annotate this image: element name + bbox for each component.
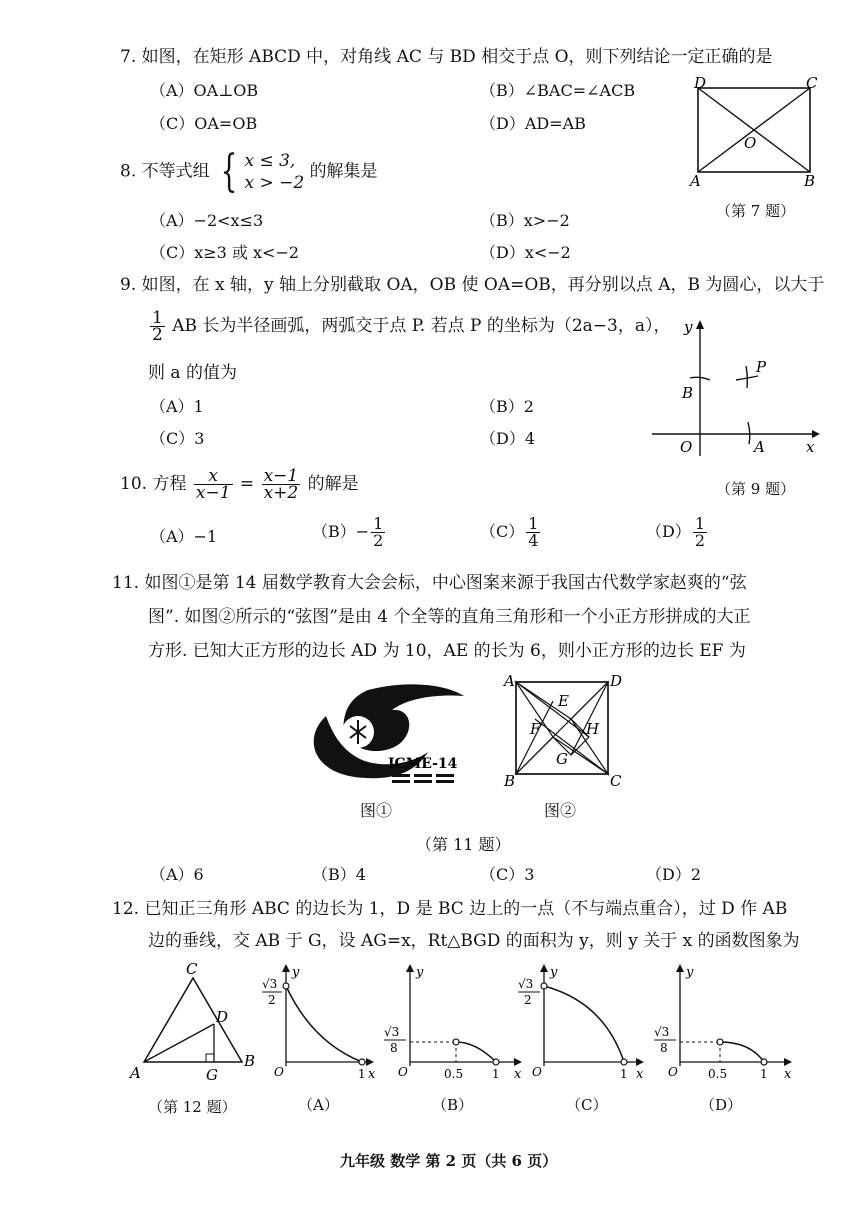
- q12a-x: x: [368, 1067, 376, 1082]
- q7-stem: 如图，在矩形 ABCD 中，对角线 AC 与 BD 相交于点 O，则下列结论一定正确的是: [141, 47, 773, 67]
- q10-option-b-frac: [371, 516, 385, 549]
- q9-option-a: （A）1: [150, 397, 204, 416]
- q11-label-b: B: [504, 772, 516, 790]
- q10-option-d-label: （D）: [646, 522, 691, 541]
- q10-number: 10.: [120, 474, 148, 494]
- q9-label-y: y: [684, 318, 693, 336]
- q7-figure-rectangle: [682, 76, 832, 194]
- q10-option-d-num: 1: [694, 514, 706, 533]
- q12-graph-c-caption: （C）: [566, 1096, 608, 1114]
- q11-line1: 11. 如图①是第 14 届数学教育大会会标，中心图案来源于我国古代数学家赵爽的“弦: [112, 573, 747, 593]
- q12-label-g: G: [206, 1066, 218, 1084]
- q12c-y: y: [550, 965, 558, 980]
- q12-label-c: C: [186, 960, 198, 978]
- q8-line1: x ≤ 3,: [244, 151, 296, 171]
- q12c-two: 2: [524, 993, 532, 1007]
- q11-fig2-caption: 图②: [544, 801, 577, 820]
- q12d-one: 1: [760, 1067, 768, 1081]
- q12b-half: 0.5: [444, 1067, 464, 1081]
- q7-option-d: （D）AD=AB: [480, 114, 586, 133]
- q10-option-d: [646, 516, 709, 549]
- q10-f2-den: x+2: [263, 483, 299, 503]
- q9-stem3: 则 a 的值为: [148, 363, 237, 383]
- q9-frac-num: 1: [152, 308, 163, 328]
- q7-option-a: （A）OA⊥OB: [150, 81, 259, 100]
- q11-label-e: E: [558, 692, 569, 710]
- q9-figure-axes: [648, 316, 828, 466]
- q11-option-b: （B）4: [312, 865, 366, 884]
- q9-stem1: 如图，在 x 轴，y 轴上分别截取 OA，OB 使 OA=OB，再分别以点 A，B 为圆心，以大于: [141, 275, 825, 295]
- q12b-sqrt3: √3: [384, 1025, 400, 1039]
- q12-graph-c: [514, 962, 650, 1082]
- q7-label-b: B: [804, 172, 816, 190]
- q7-label-o: O: [744, 134, 757, 152]
- q8-stem-row: [120, 146, 378, 197]
- q10-option-a: （A）−1: [150, 527, 218, 546]
- q11-logo-text: ICME-14: [388, 756, 458, 772]
- q11-caption: （第 11 题）: [416, 835, 511, 854]
- q12-graph-b: [380, 962, 530, 1082]
- q12-line2: 边的垂线，交 AB 于 G，设 AG=x，Rt△BGD 的面积为 y，则 y 关于 x 的函数图象为: [148, 931, 800, 951]
- q11-label-a: A: [504, 672, 515, 690]
- q12a-two: 2: [268, 993, 276, 1007]
- q11-label-g: G: [556, 750, 568, 768]
- q11-fig1-caption: 图①: [360, 801, 393, 820]
- q8-brace: {: [220, 146, 238, 197]
- q10-option-b-den: 2: [373, 531, 384, 550]
- q12-label-a: A: [130, 1064, 141, 1082]
- q12d-half: 0.5: [708, 1067, 728, 1081]
- q12d-y: y: [686, 965, 694, 980]
- q10-option-c-num: 1: [528, 514, 539, 533]
- q12d-sqrt3: √3: [654, 1025, 670, 1039]
- q10-post: 的解是: [307, 474, 359, 494]
- q9-label-a: A: [754, 438, 765, 456]
- q10-f1-den: x−1: [195, 483, 231, 503]
- q8-system: [244, 150, 304, 194]
- q12-graph-b-caption: （B）: [432, 1096, 474, 1114]
- q10-option-d-frac: [693, 516, 707, 549]
- q12b-o: O: [398, 1065, 408, 1079]
- q10-f1-num: x: [194, 468, 233, 485]
- q12b-one: 1: [492, 1067, 500, 1081]
- q10-option-c: [480, 516, 542, 549]
- q8-stem-pre: 不等式组: [141, 161, 210, 182]
- q10-fraction-right: [262, 468, 301, 501]
- q11-option-a: （A）6: [150, 865, 204, 884]
- q12-label-d: D: [216, 1008, 229, 1026]
- q12-figure-triangle: [128, 960, 264, 1084]
- q7-stem-row: [120, 46, 773, 68]
- q9-number: 9.: [120, 275, 137, 295]
- page-footer: 九年级 数学 第 2 页（共 6 页）: [340, 1152, 558, 1170]
- q11-line2: 图”. 如图②所示的“弦图”是由 4 个全等的直角三角形和一个小正方形拼成的大正: [148, 607, 751, 627]
- q11-figure-string-diagram: [500, 670, 630, 790]
- q10-option-b: [312, 516, 387, 549]
- q12c-o: O: [532, 1065, 542, 1079]
- q11-option-d: （D）2: [646, 865, 702, 884]
- q7-option-b: （B）∠BAC=∠ACB: [480, 81, 636, 100]
- q10-option-c-label: （C）: [480, 522, 525, 541]
- q9-label-p: P: [756, 358, 767, 376]
- q12d-eight: 8: [660, 1041, 668, 1055]
- q11-icme-logo: [296, 676, 472, 786]
- q12a-y: y: [292, 965, 300, 980]
- q8-line2: x > −2: [244, 173, 305, 193]
- q7-number: 7.: [120, 47, 137, 67]
- q12b-eight: 8: [390, 1041, 398, 1055]
- q11-label-f: F: [530, 720, 541, 738]
- q9-label-b: B: [682, 384, 694, 402]
- q9-caption: （第 9 题）: [716, 480, 796, 498]
- q9-stem-row1: [120, 274, 824, 296]
- q7-caption: （第 7 题）: [716, 202, 796, 220]
- q10-option-c-frac: [526, 516, 540, 549]
- q11-option-c: （C）3: [480, 865, 535, 884]
- q8-option-a: （A）−2<x≤3: [150, 211, 264, 230]
- q12-label-b: B: [244, 1052, 256, 1070]
- q8-option-b: （B）x>−2: [480, 211, 570, 230]
- q12c-sqrt3: √3: [518, 977, 534, 991]
- q9-fraction: [150, 310, 165, 343]
- q12d-o: O: [668, 1065, 678, 1079]
- q12-caption: （第 12 题）: [148, 1098, 237, 1116]
- q9-label-x: x: [806, 438, 815, 456]
- q10-stem-row: [120, 468, 359, 501]
- q9-option-b: （B）2: [480, 397, 534, 416]
- q8-stem-post: 的解集是: [309, 161, 378, 182]
- q12b-y: y: [416, 965, 424, 980]
- q12b-x: x: [514, 1067, 522, 1082]
- q7-label-c: C: [806, 76, 818, 92]
- q12d-x: x: [784, 1067, 792, 1082]
- q12c-one: 1: [620, 1067, 628, 1081]
- q11-label-c: C: [610, 772, 622, 790]
- q9-option-d: （D）4: [480, 429, 536, 448]
- q11-label-h: H: [586, 720, 600, 738]
- q12-graph-a: [252, 962, 378, 1082]
- q7-label-a: A: [690, 172, 701, 190]
- q12-graph-d: [650, 962, 800, 1082]
- q9-label-o: O: [680, 438, 693, 456]
- q12-line1: 12. 已知正三角形 ABC 的边长为 1，D 是 BC 边上的一点（不与端点重合），过 D 作 AB: [112, 899, 788, 919]
- q12-graph-d-caption: （D）: [700, 1096, 743, 1114]
- q9-frac-den: 2: [152, 325, 163, 345]
- q9-stem2: AB 长为半径画弧，两弧交于点 P. 若点 P 的坐标为（2a−3，a），: [172, 316, 671, 336]
- q9-option-c: （C）3: [150, 429, 205, 448]
- q10-equals: =: [239, 474, 255, 494]
- q7-label-d: D: [694, 76, 707, 92]
- q12a-o: O: [274, 1065, 284, 1079]
- q11-line3: 方形. 已知大正方形的边长 AD 为 10，AE 的长为 6，则小正方形的边长 EF 为: [148, 641, 746, 661]
- q12-graph-a-caption: （A）: [298, 1096, 339, 1114]
- q10-option-b-num: 1: [373, 514, 384, 533]
- q12a-sqrt3: √3: [262, 977, 278, 991]
- q10-pre: 方程: [152, 474, 187, 494]
- q10-option-b-label: （B）−: [312, 522, 370, 541]
- q8-option-c: （C）x≥3 或 x<−2: [150, 243, 300, 262]
- q8-number: 8.: [120, 161, 137, 182]
- q10-option-c-den: 4: [528, 531, 539, 550]
- q12c-x: x: [636, 1067, 644, 1082]
- q11-label-d: D: [610, 672, 623, 690]
- q7-option-c: （C）OA=OB: [150, 114, 258, 133]
- q9-stem-row2: [148, 310, 671, 343]
- q12a-one: 1: [358, 1067, 366, 1081]
- q8-option-d: （D）x<−2: [480, 243, 571, 262]
- q10-f2-num: x−1: [263, 466, 299, 486]
- q10-option-d-den: 2: [694, 531, 706, 550]
- q10-fraction-left: [194, 468, 233, 501]
